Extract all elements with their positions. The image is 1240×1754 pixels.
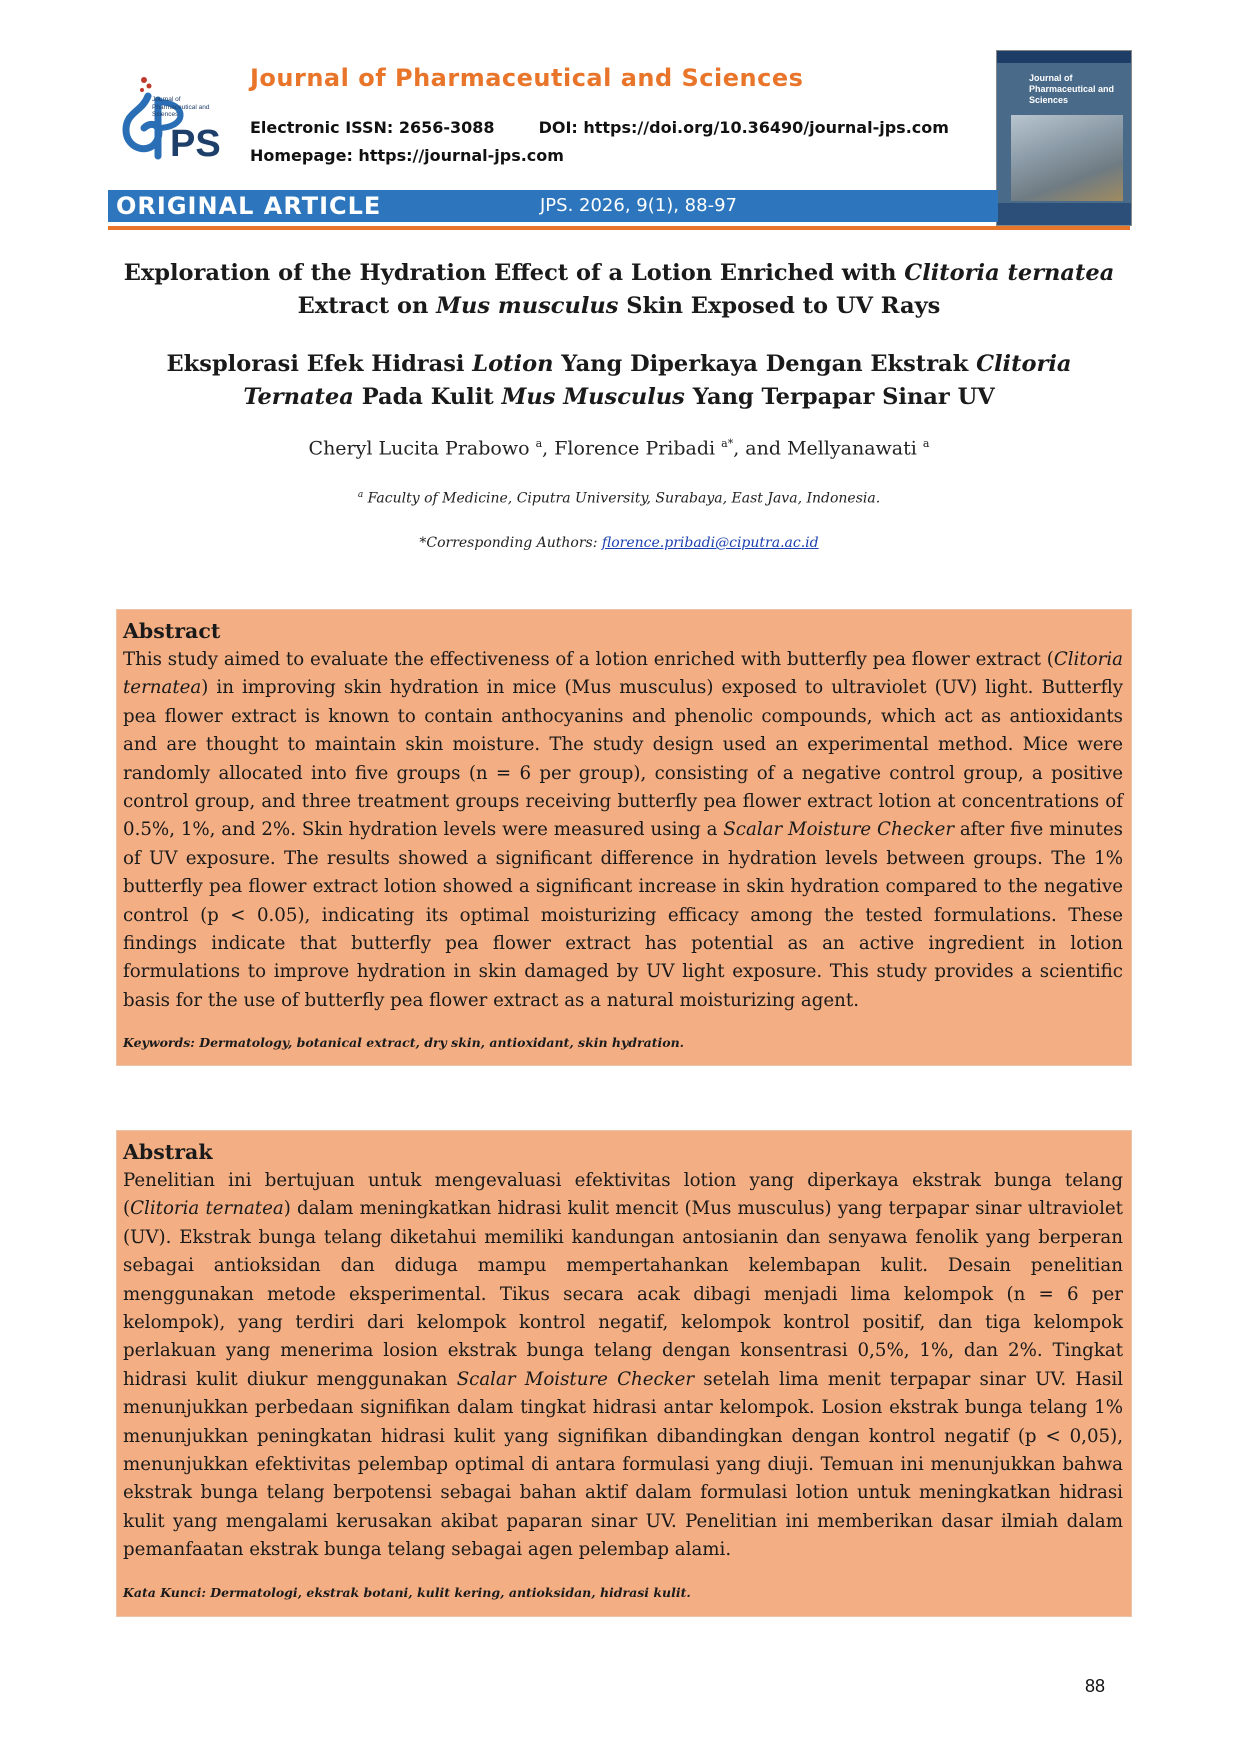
logo-small-text: Journal of Pharmaceutical and Sciences [152, 96, 210, 118]
issn: Electronic ISSN: 2656-3088 [250, 118, 495, 137]
journal-logo [118, 72, 230, 164]
title-english: Exploration of the Hydration Effect of a Lotion Enriched with Clitoria ternatea Extract on Mus musculus Skin Exposed to UV Rays [123, 260, 1115, 319]
citation: JPS. 2026, 9(1), 88-97 [540, 195, 737, 216]
journal-name: Journal of Pharmaceutical and Sciences [250, 64, 804, 92]
header-divider [108, 226, 1130, 230]
abstrak-text: Penelitian ini bertujuan untuk mengevaluasi efektivitas lotion yang diperkaya ekstrak bunga telang (Clitoria ternatea) dalam meningkatkan hidrasi kulit mencit (Mus musculus) yang terpapar sinar ultraviolet (UV). Ekstrak bunga telang diketahui memiliki kandungan antosianin dan senyawa fenolik yang berperan sebagai antioksidan dan diduga mampu mempertahankan kelembapan kulit. Desain penelitian menggunakan metode eksperimental. Tikus secara acak dibagi menjadi lima kelompok (n = 6 per kelompok), yang terdiri dari kelompok kontrol negatif, kelompok kontrol positif, dan tiga kelompok perlakuan yang menerima losion ekstrak bunga telang dengan konsentrasi 0,5%, 1%, dan 2%. Tingkat hidrasi kulit diukur menggunakan Scalar Moisture Checker setelah lima menit terpapar sinar UV. Hasil menunjukkan perbedaan signifikan dalam tingkat hidrasi antar kelompok. Losion ekstrak bunga telang 1% menunjukkan peningkatan hidrasi kulit yang signifikan dibandingkan dengan kontrol negatif (p < 0,05), menunjukkan efektivitas pelembap optimal di antara formulasi yang diuji. Temuan ini menunjukkan bahwa ekstrak bunga telang berpotensi sebagai bahan aktif dalam formulasi lotion untuk meningkatkan hidrasi kulit yang mengalami kerusakan akibat paparan sinar UV. Penelitian ini memberikan dasar ilmiah dalam pemanfaatan ekstrak bunga telang sebagai agen pelembap alami. [123, 1170, 1124, 1561]
journal-cover-image [996, 50, 1132, 226]
abstract-box [116, 609, 1132, 1066]
corresponding-email-link[interactable]: florence.pribadi@ciputra.ac.id [601, 535, 819, 551]
title-indonesian: Eksplorasi Efek Hidrasi Lotion Yang Diperkaya Dengan Ekstrak Clitoria Ternatea Pada Kulit Mus Musculus Yang Terpapar Sinar UV [166, 351, 1072, 410]
abstrak-box [116, 1130, 1132, 1617]
kata-kunci: Kata Kunci: Dermatologi, ekstrak botani, kulit kering, antioksidan, hidrasi kulit. [123, 1584, 691, 1600]
abstract-heading: Abstract [123, 619, 221, 643]
page-number: 88 [1085, 1676, 1106, 1696]
affiliation: $^a$ Faculty of Medicine, Ciputra University, Surabaya, East Java, Indonesia. [357, 490, 881, 507]
abstract-text: This study aimed to evaluate the effectiveness of a lotion enriched with butterfly pea flower extract (Clitoria ternatea) in improving skin hydration in mice (Mus musculus) exposed to ultraviolet (UV) light. Butterfly pea flower extract is known to contain anthocyanins and phenolic compounds, which act as antioxidants and are thought to maintain skin moisture. The study design used an experimental method. Mice were randomly allocated into five groups (n = 6 per group), consisting of a negative control group, a positive control group, and three treatment groups receiving butterfly pea flower extract lotion at concentrations of 0.5%, 1%, and 2%. Skin hydration levels were measured using a Scalar Moisture Checker after five minutes of UV exposure. The results showed a significant difference in hydration levels between groups. The 1% butterfly pea flower extract lotion showed a significant increase in skin hydration compared to the negative control (p < 0.05), indicating its optimal moisturizing efficacy among the tested formulations. These findings indicate that butterfly pea flower extract has potential as an active ingredient in lotion formulations to improve hydration in skin damaged by UV light exposure. This study provides a scientific basis for the use of butterfly pea flower extract as a natural moisturizing agent. [123, 649, 1124, 1011]
keywords: Keywords: Dermatology, botanical extract, dry skin, antioxidant, skin hydration. [123, 1035, 685, 1051]
homepage-link[interactable]: Homepage: https://journal-jps.com [250, 146, 564, 165]
svg-text:PS: PS [170, 123, 221, 164]
corresponding-author: *Corresponding Authors: florence.pribadi@ciputra.ac.id [419, 535, 819, 551]
authors: Cheryl Lucita Prabowo $^a$, Florence Pribadi $^{a*}$, and Mellyanawati $^a$ [308, 437, 930, 460]
abstrak-heading: Abstrak [123, 1140, 213, 1164]
cover-title: Journal of Pharmaceutical and Sciences [1029, 73, 1115, 105]
section-label: ORIGINAL ARTICLE [116, 192, 382, 220]
doi-link[interactable]: DOI: https://doi.org/10.36490/journal-jps.com [538, 118, 949, 137]
cover-photo [1011, 115, 1123, 201]
journal-identifiers [250, 118, 949, 137]
